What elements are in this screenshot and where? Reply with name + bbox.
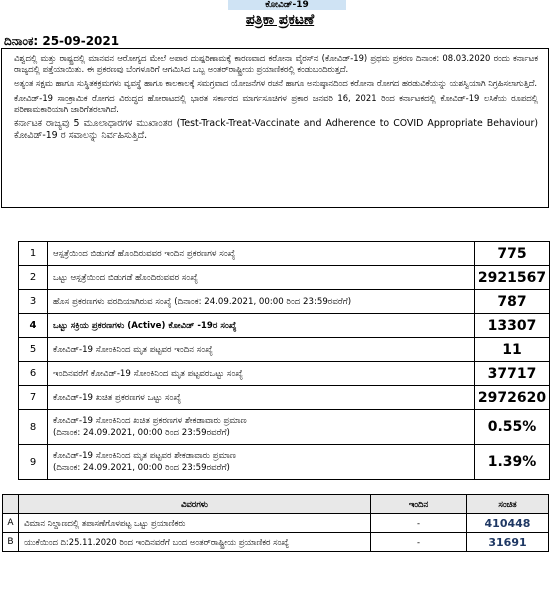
notice-box	[1, 48, 549, 208]
row-description: ಕೋವಿಡ್-19 ಖಚಿತ ಪ್ರಕರಣಗಳ ಒಟ್ಟು ಸಂಖ್ಯೆ	[48, 386, 475, 410]
row-value: 37717	[475, 362, 550, 386]
row-description	[48, 410, 475, 445]
press-release-title: ಪತ್ರಿಕಾ ಪ್ರಕಟಣೆ	[245, 12, 315, 28]
row-value: 13307	[475, 314, 550, 338]
row-description-line-1: ಕೋವಿಡ್-19 ಸೋಂಕಿನಿಂದ ಖಚಿತ ಪ್ರಕರಣಗಳ ಶೇಕಡಾವಾರು ಪ್ರಮಾಣ	[53, 416, 247, 426]
table-row	[19, 386, 550, 410]
row-number: 4	[19, 314, 48, 338]
table-row	[19, 242, 550, 266]
row-number: 3	[19, 290, 48, 314]
row-cumulative: 410448	[467, 514, 549, 533]
passenger-screening-table	[2, 494, 549, 552]
row-description: ಒಟ್ಟು ಸಕ್ರಿಯ ಪ್ರಕರಣಗಳು (Active) ಕೋವಿಡ್ -19ರ ಸಂಖ್ಯೆ	[48, 314, 475, 338]
covid-banner: ಕೋವಿಡ್-19	[228, 0, 346, 10]
row-description: ಕೋವಿಡ್-19 ಸೋಂಕಿನಿಂದ ಮೃತ ಪಟ್ಟವರ ಇಂದಿನ ಸಂಖ್ಯೆ	[48, 338, 475, 362]
notice-paragraph-3: ಕೋವಿಡ್-19 ಸಾಂಕ್ರಾಮಿಕ ರೋಗದ ವಿರುದ್ಧದ ಹೋರಾಟದಲ್ಲಿ ಭಾರತ ಸರ್ಕಾರದ ಮಾರ್ಗಸೂಚಿಗಳ ಪ್ರಕಾರ ಜನವರಿ 16, 2021 ರಿಂದ ಕರ್ನಾಟಕದಲ್ಲಿ ಕೋವಿಡ್-19 ಲಸಿಕೆಯ ರೂಪದಲ್ಲಿ ಪರಿಣಾಮಕಾರಿಯಾಗಿ ಜಾರಿಗೆತರಲಾಗಿದೆ.	[14, 92, 538, 114]
row-value: 2921567	[475, 266, 550, 290]
today-header: ಇಂದಿನ	[371, 495, 467, 514]
row-description: ಹೊಸ ಪ್ರಕರಣಗಳು ವರದಿಯಾಗಿರುವ ಸಂಖ್ಯೆ (ದಿನಾಂಕ: 24.09.2021, 00:00 ರಿಂದ 23:59ರವರೆಗೆ)	[48, 290, 475, 314]
row-number: 1	[19, 242, 48, 266]
row-description-line-1: ಕೋವಿಡ್-19 ಸೋಂಕಿನಿಂದ ಮೃತ ಪಟ್ಟವರ ಶೇಕಡಾವಾರು ಪ್ರಮಾಣ	[53, 451, 236, 461]
table-row	[19, 290, 550, 314]
table-row	[19, 314, 550, 338]
row-number: 7	[19, 386, 48, 410]
table-row	[19, 338, 550, 362]
notice-paragraph-2: ಅತ್ಯಂತ ಸಕ್ಷಮ ಹಾಗೂ ಸುಸ್ಥಿತಕಕ್ರಮಗಳು ವ್ಯವಸ್ಥೆ ಹಾಗೂ ಕಾಲಕಾಲಕ್ಕೆ ಸಮಗ್ರವಾದ ಯೋಜನೆಗಳ ರಚನೆ ಹಾಗೂ ಅನುಷ್ಠಾನದಿಂದ ಕರೋನಾ ರೋಗದ ಹರಡುವಿಕೆಯನ್ನು ಯಶಸ್ವಿಯಾಗಿ ನಿಗ್ರಹಿಸಲಾಗುತ್ತಿದೆ.	[14, 78, 538, 89]
table-row	[3, 514, 549, 533]
row-description-line-2: (ದಿನಾಂಕ: 24.09.2021, 00:00 ರಿಂದ 23:59ರವರೆಗೆ)	[53, 428, 230, 438]
row-number: 6	[19, 362, 48, 386]
row-value: 775	[475, 242, 550, 266]
row-today: -	[371, 533, 467, 552]
row-number: 2	[19, 266, 48, 290]
table-row	[19, 445, 550, 480]
row-description	[48, 445, 475, 480]
row-value: 2972620	[475, 386, 550, 410]
row-description: ಇಂದಿನವರೆಗೆ ಕೋವಿಡ್-19 ಸೋಂಕಿನಿಂದ ಮೃತ ಪಟ್ಟವರಒಟ್ಟು ಸಂಖ್ಯೆ	[48, 362, 475, 386]
row-description: ಒಟ್ಟು ಆಸ್ಪತ್ರೆಯಿಂದ ಬಿಡುಗಡೆ ಹೊಂದಿರುವವರ ಸಂಖ್ಯೆ	[48, 266, 475, 290]
row-number: 9	[19, 445, 48, 480]
row-key: A	[3, 514, 19, 533]
row-value: 0.55%	[475, 410, 550, 445]
covid-stats-table	[18, 241, 550, 480]
row-description: ಯುಕೆಯಿಂದ ದಿ:25.11.2020 ರಿಂದ ಇಂದಿನವರೆಗೆ ಬಂದ ಅಂತರ್‌ರಾಷ್ಟ್ರೀಯ ಪ್ರಯಾಣಿಕರ ಸಂಖ್ಯೆ	[19, 533, 371, 552]
table-row	[19, 266, 550, 290]
notice-paragraph-1: ವಿಶ್ವದಲ್ಲಿ ಮತ್ತು ರಾಷ್ಟ್ರದಲ್ಲಿ ಮಾನವನ ಆರೋಗ್ಯದ ಮೇಲೆ ಅಪಾರ ದುಷ್ಪರಿಣಾಮಕ್ಕೆ ಕಾರಣವಾದ ಕರೋನಾ ವೈರಸ್‌ನ (ಕೋವಿಡ್-19) ಪ್ರಥಮ ಪ್ರಕರಣ ದಿನಾಂಕ: 08.03.2020 ರಂದು ಕರ್ನಾಟಕ ರಾಜ್ಯದಲ್ಲಿ ಪತ್ತೆಯಾಯಿತು. ಈ ಪ್ರಕರಣವು ಬೆಂಗಳೂರಿಗೆ ಆಗಮಿಸಿದ ಒಬ್ಬ ಅಂತರ್‌ರಾಷ್ಟ್ರೀಯ ಪ್ರಯಾಣಿಕರಲ್ಲಿ ಕಂಡುಬಂದಿರುತ್ತದೆ.	[14, 53, 538, 75]
row-value: 787	[475, 290, 550, 314]
table-row	[19, 362, 550, 386]
row-cumulative: 31691	[467, 533, 549, 552]
row-today: -	[371, 514, 467, 533]
row-number: 8	[19, 410, 48, 445]
row-value: 11	[475, 338, 550, 362]
key-header	[3, 495, 19, 514]
row-description: ವಿಮಾನ ನಿಲ್ದಾಣದಲ್ಲಿ ತಪಾಸಣೆಗೊಳಪಟ್ಟ ಒಟ್ಟು ಪ್ರಯಾಣಿಕರು	[19, 514, 371, 533]
table-row	[3, 533, 549, 552]
notice-paragraph-4: ಕರ್ನಾಟಕ ರಾಜ್ಯವು 5 ಮೂಲಾಧಾರಗಳ ಮುಖಾಂತರ (Test-Track-Treat-Vaccinate and Adherence to COVID Appropriate Behaviour) ಕೋವಿಡ್-19 ರ ಸವಾಲನ್ನು ನಿರ್ವಹಿಸುತ್ತಿದೆ.	[14, 118, 538, 142]
cumulative-header: ಸಂಚಿತ	[467, 495, 549, 514]
release-date: ದಿನಾಂಕ: 25-09-2021	[4, 34, 120, 48]
row-description-line-2: (ದಿನಾಂಕ: 24.09.2021, 00:00 ರಿಂದ 23:59ರವರೆಗೆ)	[53, 463, 230, 473]
row-number: 5	[19, 338, 48, 362]
details-header: ವಿವರಗಳು	[19, 495, 371, 514]
table-row	[19, 410, 550, 445]
table-header-row	[3, 495, 549, 514]
row-key: B	[3, 533, 19, 552]
row-description: ಆಸ್ಪತ್ರೆಯಿಂದ ಬಿಡುಗಡೆ ಹೊಂದಿರುವವರ ಇಂದಿನ ಪ್ರಕರಣಗಳ ಸಂಖ್ಯೆ	[48, 242, 475, 266]
row-value: 1.39%	[475, 445, 550, 480]
